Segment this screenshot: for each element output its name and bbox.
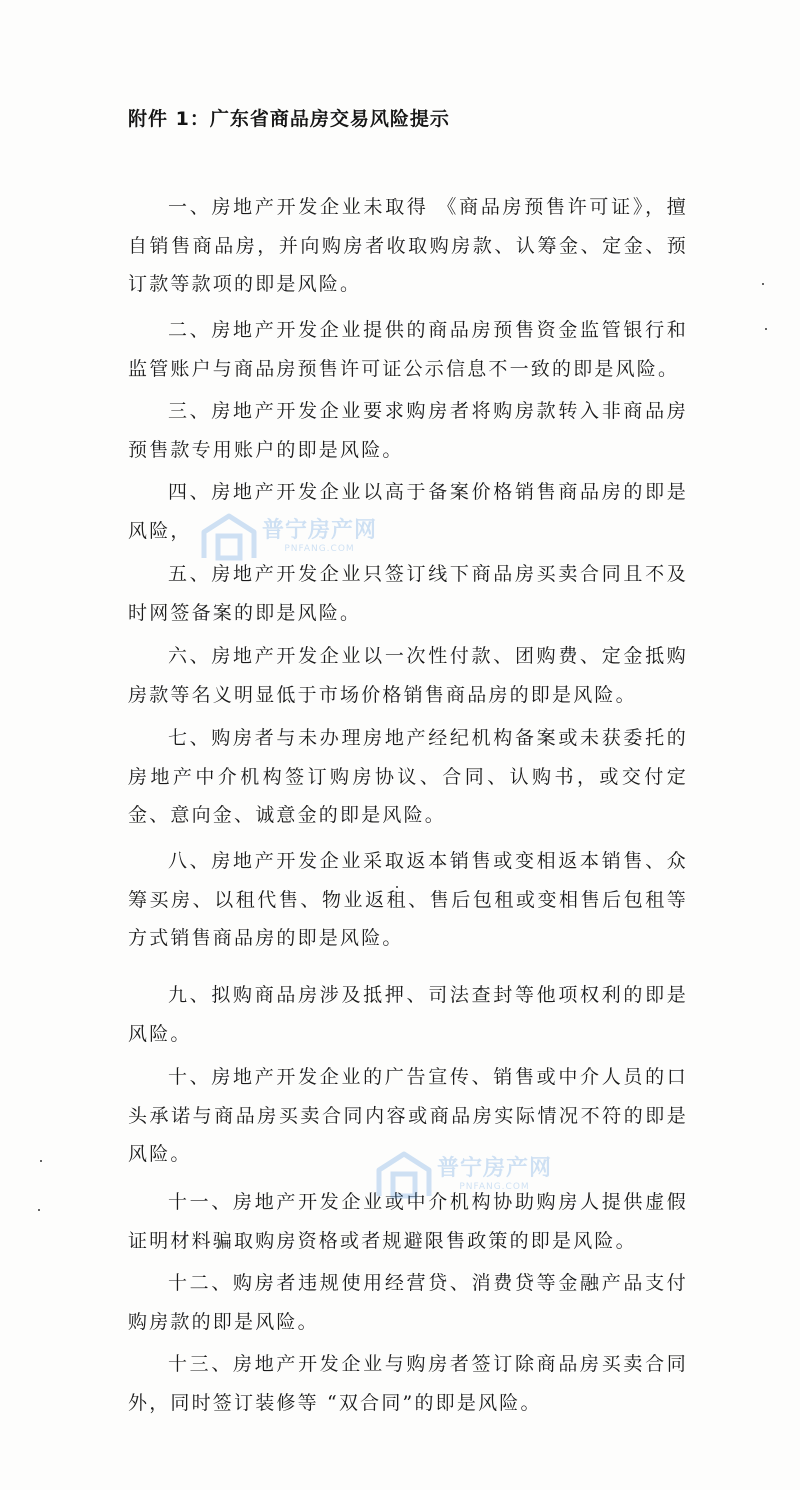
risk-item-5: 五、房地产开发企业只签订线下商品房买卖合同且不及时网签备案的即是风险。 bbox=[128, 563, 688, 624]
watermark-domain: PNFANG.COM bbox=[459, 1182, 530, 1192]
risk-item-13: 十三、房地产开发企业与购房者签订除商品房买卖合同外，同时签订装修等 “双合同”的即是风险。 bbox=[128, 1353, 688, 1414]
document-title: 附件 1：广东省商品房交易风险提示 bbox=[128, 108, 450, 130]
risk-item-1: 一、房地产开发企业未取得 《商品房预售许可证》，擅自销售商品房，并向购房者收取购房款、认筹金、定金、预订款等款项的即是风险。 bbox=[128, 196, 688, 295]
risk-item-2: 二、房地产开发企业提供的商品房预售资金监管银行和监管账户与商品房预售许可证公示信息不一致的即是风险。 bbox=[128, 319, 688, 380]
risk-item-12: 十二、购房者违规使用经营贷、消费贷等金融产品支付购房款的即是风险。 bbox=[128, 1272, 688, 1333]
risk-item-8: 八、房地产开发企业采取返本销售或变相返本销售、众筹买房、以租代售、物业返租、售后包租或变相售后包租等方式销售商品房的即是风险。 bbox=[128, 850, 688, 949]
watermark-domain: PNFANG.COM bbox=[284, 544, 355, 554]
watermark-name: 普宁房产网 bbox=[262, 518, 378, 543]
risk-item-6: 六、房地产开发企业以一次性付款、团购费、定金抵购房款等名义明显低于市场价格销售商品房的即是风险。 bbox=[128, 645, 688, 706]
scan-speck bbox=[765, 328, 767, 330]
risk-item-4: 四、房地产开发企业以高于备案价格销售商品房的即是风险， bbox=[128, 481, 688, 542]
watermark-name: 普宁房产网 bbox=[437, 1156, 553, 1181]
risk-item-3: 三、房地产开发企业要求购房者将购房款转入非商品房预售款专用账户的即是风险。 bbox=[128, 400, 688, 461]
risk-item-11: 十一、房地产开发企业或中介机构协助购房人提供虚假证明材料骗取购房资格或者规避限售政策的即是风险。 bbox=[128, 1191, 688, 1252]
risk-item-7: 七、购房者与未办理房地产经纪机构备案或未获委托的房地产中介机构签订购房协议、合同、认购书，或交付定金、意向金、诚意金的即是风险。 bbox=[128, 727, 688, 826]
scan-speck bbox=[762, 283, 764, 285]
scan-speck bbox=[40, 1160, 42, 1162]
scan-speck bbox=[38, 1209, 40, 1211]
risk-item-9: 九、拟购商品房涉及抵押、司法查封等他项权利的即是风险。 bbox=[128, 984, 688, 1045]
scan-speck bbox=[396, 886, 398, 888]
risk-item-10: 十、房地产开发企业的广告宣传、销售或中介人员的口头承诺与商品房买卖合同内容或商品房实际情况不符的即是风险。 bbox=[128, 1066, 688, 1165]
